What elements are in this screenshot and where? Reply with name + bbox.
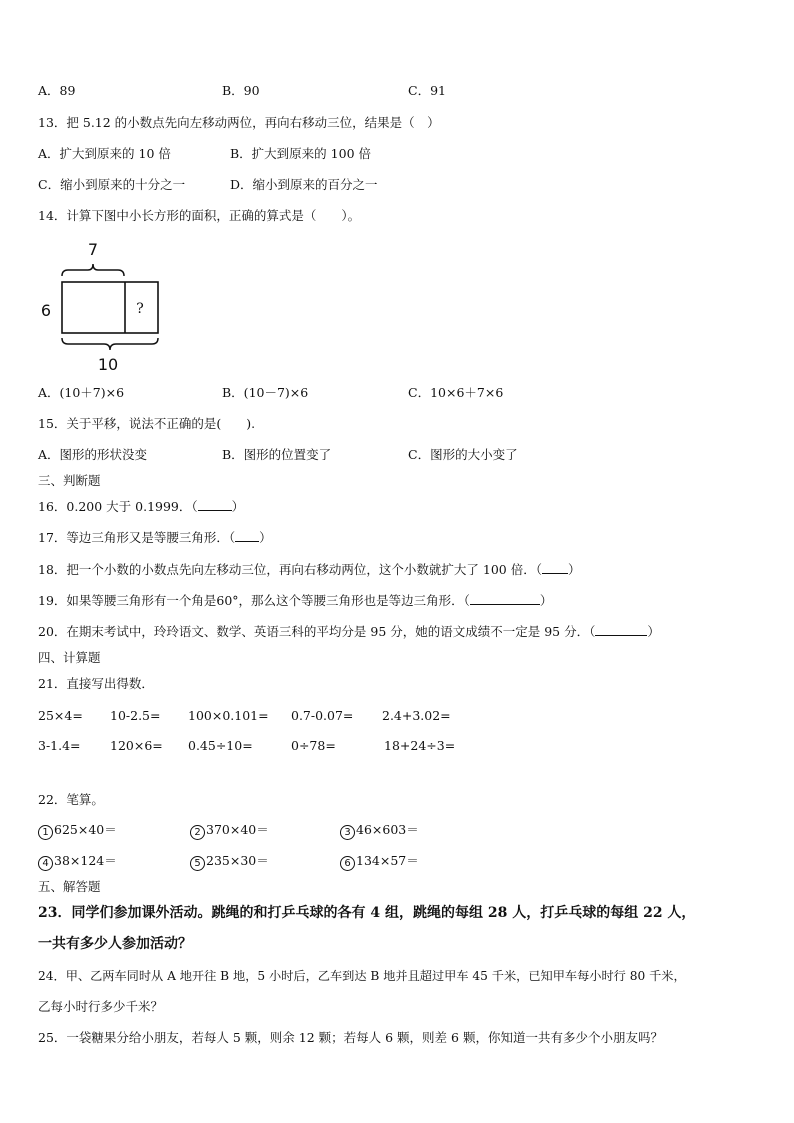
q14-option-a: A．(10＋7)×6 bbox=[38, 385, 125, 400]
circled-number-1: 1 bbox=[38, 825, 53, 840]
section-word-problems-heading: 五、解答题 bbox=[38, 879, 101, 894]
section-judgment-heading: 三、判断题 bbox=[38, 473, 101, 488]
q24-line1: 24．甲、乙两车同时从 A 地开往 B 地，5 小时后，乙车到达 B 地并且超过甲车 45 千米，已知甲车每小时行 80 千米， bbox=[38, 969, 686, 983]
q16-close: ） bbox=[231, 499, 245, 514]
q20-text: 20．在期末考试中，玲玲语文、数学、英语三科的平均分是 95 分，她的语文成绩不一定是 95 分．（ bbox=[38, 624, 596, 639]
q22-expr-6: 134×57＝ bbox=[356, 853, 419, 868]
q13-option-d: D．缩小到原来的百分之一 bbox=[230, 177, 378, 192]
bottom-brace bbox=[62, 338, 158, 350]
q22-expr-2: 370×40＝ bbox=[206, 822, 269, 837]
q13-stem: 13．把 5.12 的小数点先向左移动两位，再向右移动三位，结果是（ ） bbox=[38, 115, 440, 130]
q16-text: 16．0.200 大于 0.1999．（ bbox=[38, 499, 198, 514]
circled-number-5: 5 bbox=[190, 856, 205, 871]
q18-text: 18．把一个小数的小数点先向左移动三位，再向右移动两位，这个小数就扩大了 100 倍．（ bbox=[38, 562, 542, 577]
q22-item-1 bbox=[38, 822, 117, 840]
q20-close: ） bbox=[647, 624, 660, 639]
q23-line1: 23．同学们参加课外活动。跳绳的和打乒乓球的各有 4 组，跳绳的每组 28 人，打乒乓球的每组 22 人， bbox=[38, 905, 696, 921]
q22-item-6 bbox=[340, 853, 419, 871]
q14-rectangle-figure bbox=[30, 234, 170, 376]
q14-option-b: B．(10－7)×6 bbox=[222, 385, 309, 400]
q18-answer-blank[interactable] bbox=[542, 562, 568, 574]
q25-line1: 25．一袋糖果分给小朋友，若每人 5 颗，则余 12 颗；若每人 6 颗，则差 6 颗，你知道一共有多少个小朋友吗？ bbox=[38, 1030, 663, 1045]
figure-left-label: 6 bbox=[40, 301, 52, 320]
q17-text: 17．等边三角形又是等腰三角形．（ bbox=[38, 530, 236, 545]
q21-r2-c1: 3-1.4= bbox=[38, 738, 81, 753]
q22-expr-5: 235×30＝ bbox=[206, 853, 269, 868]
figure-top-label: 7 bbox=[87, 240, 99, 259]
q21-r2-c4: 0÷78= bbox=[291, 738, 336, 753]
q23-line2: 一共有多少人参加活动？ bbox=[38, 936, 192, 952]
q20-answer-blank[interactable] bbox=[595, 624, 647, 636]
q21-r1-c1: 25×4= bbox=[38, 708, 83, 723]
figure-bottom-label: 10 bbox=[97, 355, 119, 374]
q15-option-c: C．图形的大小变了 bbox=[408, 447, 518, 462]
q22-expr-3: 46×603＝ bbox=[356, 822, 419, 837]
q22-expr-1: 625×40＝ bbox=[54, 822, 117, 837]
q24-line2: 乙每小时行多少千米？ bbox=[38, 999, 164, 1014]
q17-close: ） bbox=[259, 530, 272, 545]
section-calculation-heading: 四、计算题 bbox=[38, 650, 101, 665]
q22-expr-4: 38×124＝ bbox=[54, 853, 117, 868]
q22-stem: 22．笔算。 bbox=[38, 792, 104, 807]
q19-close: ） bbox=[539, 593, 553, 608]
q17 bbox=[38, 530, 272, 546]
q13-option-c: C．缩小到原来的十分之一 bbox=[38, 177, 186, 192]
figure-unknown-label: ? bbox=[136, 301, 144, 317]
q13-option-a: A．扩大到原来的 10 倍 bbox=[38, 146, 171, 161]
q22-item-5 bbox=[190, 853, 269, 871]
q15-stem: 15．关于平移，说法不正确的是( ). bbox=[38, 416, 256, 431]
q12-option-b: B．90 bbox=[222, 83, 260, 98]
q21-r1-c4: 0.7-0.07= bbox=[291, 708, 354, 723]
q19 bbox=[38, 593, 552, 609]
q17-answer-blank[interactable] bbox=[235, 530, 259, 542]
q21-r1-c2: 10-2.5= bbox=[110, 708, 161, 723]
q18 bbox=[38, 562, 580, 578]
q21-r2-c3: 0.45÷10= bbox=[188, 738, 253, 753]
q18-close: ） bbox=[567, 562, 581, 577]
q21-stem: 21．直接写出得数． bbox=[38, 676, 154, 691]
q22-item-3 bbox=[340, 822, 419, 840]
circled-number-6: 6 bbox=[340, 856, 355, 871]
q14-option-c: C．10×6＋7×6 bbox=[408, 385, 504, 400]
q21-r1-c5: 2.4+3.02= bbox=[382, 708, 451, 723]
q16-answer-blank[interactable] bbox=[198, 499, 232, 511]
q14-stem: 14．计算下图中小长方形的面积，正确的算式是（ ）。 bbox=[38, 208, 361, 223]
q15-option-b: B．图形的位置变了 bbox=[222, 447, 332, 462]
q20 bbox=[38, 624, 660, 640]
top-brace bbox=[62, 264, 124, 276]
q16 bbox=[38, 499, 244, 515]
q13-option-b: B．扩大到原来的 100 倍 bbox=[230, 146, 371, 161]
circled-number-2: 2 bbox=[190, 825, 205, 840]
circled-number-4: 4 bbox=[38, 856, 53, 871]
q12-option-c: C．91 bbox=[408, 83, 446, 98]
circled-number-3: 3 bbox=[340, 825, 355, 840]
q19-text: 19．如果等腰三角形有一个角是60°，那么这个等腰三角形也是等边三角形．（ bbox=[38, 593, 470, 608]
q21-r1-c3: 100×0.101= bbox=[188, 708, 269, 723]
q21-r2-c5: 18+24÷3= bbox=[384, 738, 456, 753]
q22-item-2 bbox=[190, 822, 269, 840]
q21-r2-c2: 120×6= bbox=[110, 738, 163, 753]
q22-item-4 bbox=[38, 853, 117, 871]
q12-option-a: A．89 bbox=[38, 83, 76, 98]
q19-answer-blank[interactable] bbox=[470, 593, 540, 605]
q15-option-a: A．图形的形状没变 bbox=[38, 447, 148, 462]
